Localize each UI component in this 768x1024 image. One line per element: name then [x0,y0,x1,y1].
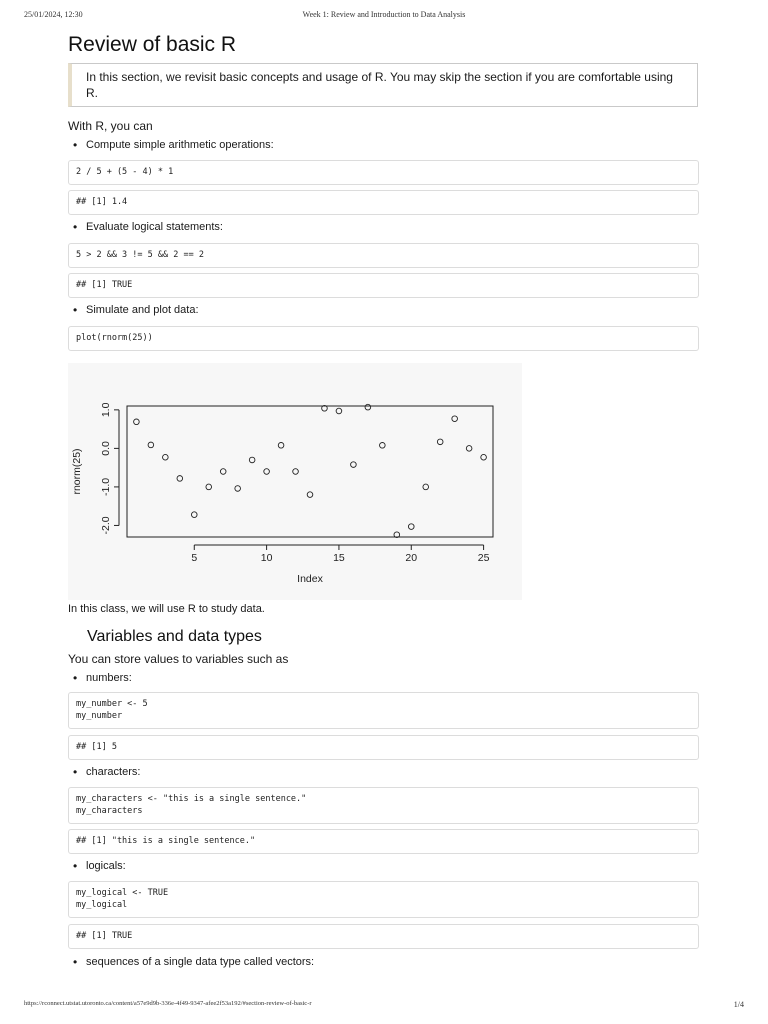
code-plot-input[interactable]: plot(rnorm(25)) [68,326,699,351]
code-logical-output: ## [1] TRUE [68,273,699,298]
subsection-title: Variables and data types [87,628,262,645]
x-tick-label: 15 [333,552,345,564]
data-point [220,469,226,475]
data-point [235,486,241,492]
y-tick-label: -2.0 [100,516,112,535]
data-point [452,416,458,422]
print-date: 25/01/2024, 12:30 [24,10,83,19]
scatter-plot [68,363,522,600]
data-point [437,439,443,445]
data-point [148,442,154,448]
code-arithmetic-input[interactable]: 2 / 5 + (5 - 4) * 1 [68,160,699,185]
y-tick-label: 0.0 [100,441,112,456]
data-point [380,443,386,449]
bullet-characters: • characters: [86,766,140,778]
code-numbers-output: ## [1] 5 [68,735,699,760]
data-point [206,484,212,490]
code-characters-output: ## [1] "this is a single sentence." [68,829,699,854]
bullet-arithmetic: • Compute simple arithmetic operations: [86,139,274,151]
data-point [278,443,284,449]
data-point [423,484,429,490]
section-title: Review of basic R [68,33,237,56]
data-point [351,462,357,468]
data-point [365,404,371,410]
bullet-vectors: • sequences of a single data type called vectors: [86,956,314,968]
data-point [191,512,197,518]
x-tick-label: 20 [405,552,418,564]
scatter-plot-svg [68,363,522,600]
code-numbers-input[interactable]: my_number <- 5 my_number [68,692,699,729]
after-plot-text: In this class, we will use R to study data. [68,603,265,615]
plot-frame [127,406,493,537]
code-characters-input[interactable]: my_characters <- "this is a single sentence." my_characters [68,787,699,824]
bullet-numbers: • numbers: [86,672,132,684]
x-tick-label: 25 [477,552,490,564]
x-axis-label: Index [297,573,323,585]
code-logicals-input[interactable]: my_logical <- TRUE my_logical [68,881,699,918]
y-tick-label: -1.0 [100,477,112,496]
bullet-simulate: • Simulate and plot data: [86,304,199,316]
code-arithmetic-output: ## [1] 1.4 [68,190,699,215]
bullet-logicals: • logicals: [86,860,126,872]
intro-text: With R, you can [68,119,153,133]
print-url: https://rconnect.utstat.utoronto.ca/content/a57e9d9b-336e-4f49-9347-afee2f53a192/#section-review-of-basic-r [24,1000,312,1007]
x-tick-label: 10 [260,552,273,564]
data-point [177,476,183,482]
data-point [408,524,414,530]
print-header [24,10,744,22]
data-point [134,419,140,425]
callout-box: In this section, we revisit basic concepts and usage of R. You may skip the section if you are comfortable using R. [68,63,698,107]
data-point [307,492,313,498]
data-point [466,446,472,452]
y-tick-label: 1.0 [100,402,112,418]
data-point [336,408,342,414]
y-axis-label: rnorm(25) [71,448,83,495]
code-logical-input[interactable]: 5 > 2 && 3 != 5 && 2 == 2 [68,243,699,268]
data-point [293,469,299,475]
subsection-intro: You can store values to variables such as [68,652,289,666]
data-point [481,454,487,460]
data-point [163,454,169,460]
print-footer [24,1000,744,1012]
x-tick-label: 5 [191,552,198,564]
data-point [249,457,255,463]
print-title: Week 1: Review and Introduction to Data Analysis [302,10,466,19]
bullet-logical: • Evaluate logical statements: [86,221,223,233]
page-number: 1/4 [733,1000,744,1009]
code-logicals-output: ## [1] TRUE [68,924,699,949]
data-point [264,469,270,475]
